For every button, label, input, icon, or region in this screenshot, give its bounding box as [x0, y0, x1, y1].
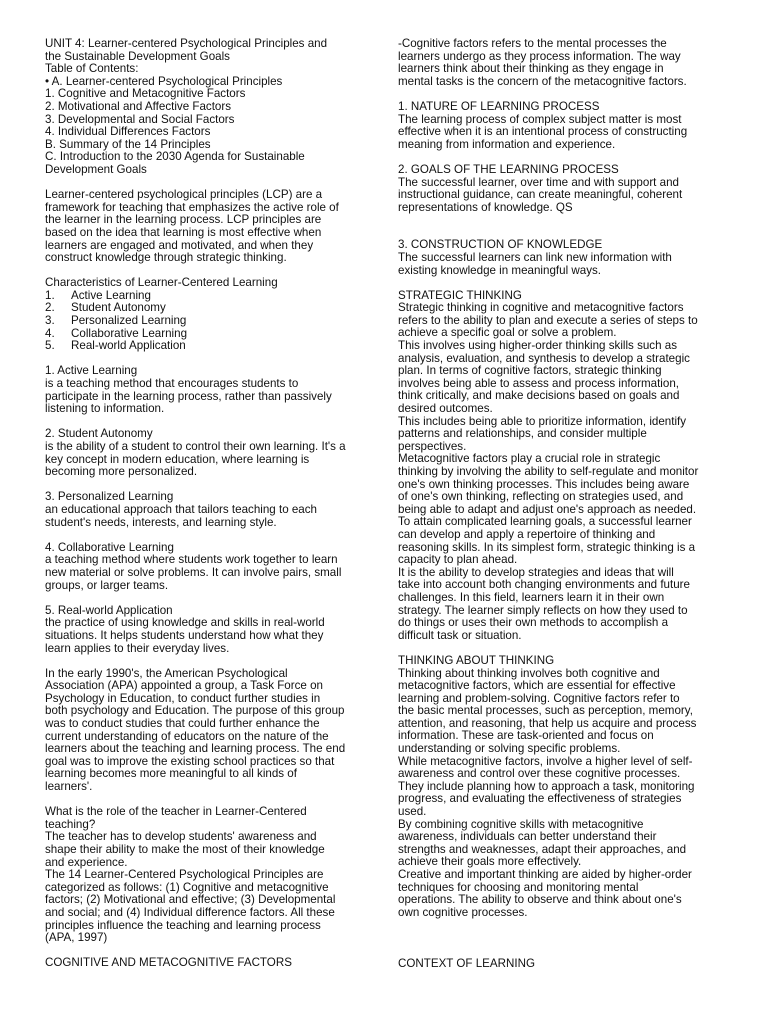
strategic-thinking-section — [398, 290, 724, 643]
unit-header — [45, 38, 373, 177]
text-line: principles influence the teaching and learning process — [45, 918, 321, 932]
real-world-application-section — [45, 605, 373, 655]
text-line: awareness and control over these cognitive processes. — [398, 767, 681, 781]
list-item — [45, 315, 373, 328]
text-line: goal was to improve the existing school practices so that — [45, 754, 335, 768]
text-line: being able to adapt and adjust one's approach as needed. — [398, 502, 697, 516]
text-line: own cognitive processes. — [398, 905, 528, 919]
text-line: teaching? — [45, 817, 96, 831]
text-line: the Sustainable Development Goals — [45, 49, 230, 63]
text-line: mental tasks is the concern of the metacognitive factors. — [398, 74, 687, 88]
text-line: What is the role of the teacher in Learner-Centered — [45, 805, 307, 819]
right-column — [398, 38, 724, 932]
text-line: -Cognitive factors refers to the mental processes the — [398, 37, 667, 50]
text-line: Learner-centered psychological principles (LCP) are a — [45, 188, 323, 202]
nature-of-learning-section — [398, 101, 724, 151]
text-line: • A. Learner-centered Psychological Principles — [45, 74, 283, 88]
text-line: is a teaching method that encourages students to — [45, 377, 299, 391]
text-line: C. Introduction to the 2030 Agenda for Sustainable — [45, 150, 305, 164]
text-line: reasoning skills. In its simplest form, strategic thinking is a — [398, 540, 696, 554]
text-line: used. — [398, 805, 427, 819]
text-line: becoming more personalized. — [45, 465, 198, 479]
text-line: categorized as follows: (1) Cognitive and metacognitive — [45, 880, 329, 894]
text-line: Strategic thinking in cognitive and metacognitive factors — [398, 301, 684, 315]
text-line: Psychology in Education, to conduct further studies in — [45, 691, 321, 705]
text-line: construct knowledge through strategic thinking. — [45, 251, 287, 265]
text-line: learners are engaged and motivated, and when they — [45, 238, 314, 252]
lcp-intro-paragraph — [45, 189, 373, 265]
text-line: effective when it is an intentional process of constructing — [398, 125, 688, 139]
text-line: key concept in modern education, where learning is — [45, 452, 310, 466]
list-item-text: Active Learning — [71, 288, 151, 302]
text-line: think critically, and make decisions based on goals and — [398, 389, 680, 403]
list-item-text: Real-world Application — [71, 339, 186, 353]
text-line: learners undergo as they process information. The way — [398, 49, 681, 63]
text-line: In the early 1990's, the American Psychological — [45, 666, 288, 680]
text-line: and experience. — [45, 855, 128, 869]
active-learning-section — [45, 365, 373, 415]
collaborative-learning-section — [45, 542, 373, 592]
text-line: situations. It helps students understand how what they — [45, 628, 324, 642]
personalized-learning-section — [45, 491, 373, 529]
text-line: desired outcomes. — [398, 402, 493, 416]
text-line: thinking by involving the ability to self-regulate and monitor — [398, 465, 699, 478]
text-line: THINKING ABOUT THINKING — [398, 653, 555, 667]
text-line: factors; (2) Motivational and effective; (3) Developmental — [45, 893, 336, 907]
text-line: plan. In terms of cognitive factors, strategic thinking — [398, 364, 662, 378]
text-line: the practice of using knowledge and skills in real-world — [45, 616, 325, 630]
text-line: Metacognitive factors play a crucial role in strategic — [398, 452, 661, 466]
text-line: 3. CONSTRUCTION OF KNOWLEDGE — [398, 238, 603, 252]
text-line: metacognitive factors, which are essential for effective — [398, 679, 676, 693]
text-line: challenges. In this field, learners learn it in their own — [398, 590, 665, 604]
thinking-about-thinking-section — [398, 655, 724, 919]
text-line: The successful learners can link new information with — [398, 250, 672, 264]
text-line: based on the idea that learning is most effective when — [45, 225, 322, 239]
text-line: learners'. — [45, 780, 93, 794]
text-line: learning and problem-solving. Cognitive factors refer to — [398, 691, 680, 705]
text-line: 3. Developmental and Social Factors — [45, 112, 235, 126]
text-line: techniques for choosing and monitoring mental — [398, 880, 639, 894]
text-line: one's own thinking processes. This includes being aware — [398, 477, 690, 491]
text-line: perspectives. — [398, 439, 467, 453]
text-line: Thinking about thinking involves both cognitive and — [398, 666, 660, 680]
text-line: of one's own thinking, reflecting on strategies used, and — [398, 490, 684, 504]
text-line: existing knowledge in meaningful ways. — [398, 263, 602, 277]
list-item-number: 5. — [45, 339, 55, 353]
text-line: patterns and relationships, and consider multiple — [398, 427, 647, 441]
text-line: framework for teaching that emphasizes the active role of — [45, 200, 339, 214]
text-line: learners about the teaching and learning process. The end — [45, 742, 346, 756]
text-line: an educational approach that tailors teaching to each — [45, 502, 318, 516]
text-line: 2. Motivational and Affective Factors — [45, 99, 232, 113]
text-line: They include planning how to approach a task, monitoring — [398, 779, 695, 793]
text-line: awareness, individuals can better understand their — [398, 830, 657, 844]
text-line: While metacognitive factors, involve a higher level of self- — [398, 754, 693, 768]
list-item-number: 4. — [45, 326, 55, 340]
left-column — [45, 38, 373, 957]
list-item-number: 1. — [45, 288, 55, 302]
context-of-learning-heading: CONTEXT OF LEARNING — [398, 957, 535, 970]
text-line: 1. Active Learning — [45, 364, 138, 378]
text-line: 1. NATURE OF LEARNING PROCESS — [398, 99, 600, 113]
text-line: information. These are task-oriented and focus on — [398, 729, 654, 743]
text-line: strengths and weaknesses, adapt their approaches, and — [398, 842, 687, 856]
text-line: Development Goals — [45, 162, 147, 176]
text-line: operations. The ability to observe and think about one's — [398, 893, 682, 907]
text-line: and social; and (4) Individual difference factors. All these — [45, 905, 335, 919]
text-line: The 14 Learner-Centered Psychological Principles are — [45, 868, 324, 882]
text-line: By combining cognitive skills with metacognitive — [398, 817, 644, 831]
list-item-text: Personalized Learning — [71, 314, 187, 328]
text-line: Creative and important thinking are aided by higher-order — [398, 868, 692, 881]
list-item-number: 3. — [45, 314, 55, 328]
text-line: achieve a specific goal or solve a problem. — [398, 326, 617, 340]
text-line: STRATEGIC THINKING — [398, 288, 522, 302]
text-line: 2. GOALS OF THE LEARNING PROCESS — [398, 162, 619, 176]
cognitive-metacognitive-heading: COGNITIVE AND METACOGNITIVE FACTORS — [45, 956, 292, 969]
text-line: To attain complicated learning goals, a successful learner — [398, 515, 692, 529]
text-line: can develop and apply a repertoire of thinking and — [398, 527, 656, 541]
cognitive-factors-intro — [398, 38, 724, 88]
text-line: strategy. The learner simply reflects on how they used to — [398, 603, 688, 617]
text-line: attention, and reasoning, that help us acquire and process — [398, 716, 697, 730]
text-line: was to conduct studies that could further enhance the — [45, 717, 320, 731]
characteristics-section — [45, 277, 373, 353]
text-line: 2. Student Autonomy — [45, 427, 153, 441]
text-line: instructional guidance, can create meaningful, coherent — [398, 188, 683, 202]
text-line: This involves using higher-order thinking skills such as — [398, 339, 678, 353]
student-autonomy-section — [45, 428, 373, 478]
text-line: learn applies to their everyday lives. — [45, 641, 230, 655]
text-line: a teaching method where students work together to learn — [45, 553, 338, 567]
text-line: understanding or solving specific problems. — [398, 742, 621, 756]
text-line: 1. Cognitive and Metacognitive Factors — [45, 87, 246, 101]
characteristics-list — [45, 290, 373, 353]
text-line: is the ability of a student to control their own learning. It's a — [45, 440, 346, 453]
text-line: current understanding of educators on the nature of the — [45, 729, 329, 743]
text-line: involves being able to assess and process information, — [398, 376, 679, 390]
list-item — [45, 340, 373, 353]
text-line: The successful learner, over time and with support and — [398, 175, 679, 189]
text-line: the learner in the learning process. LCP principles are — [45, 213, 322, 227]
list-item-number: 2. — [45, 301, 55, 315]
characteristics-title: Characteristics of Learner-Centered Learning — [45, 276, 278, 290]
text-line: representations of knowledge. QS — [398, 200, 573, 214]
text-line: The learning process of complex subject matter is most — [398, 112, 682, 126]
text-line: Table of Contents: — [45, 62, 139, 76]
list-item-text: Collaborative Learning — [71, 326, 188, 340]
teacher-role-section — [45, 806, 373, 945]
text-line: 5. Real-world Application — [45, 603, 173, 617]
text-line: learners think about their thinking as they engage in — [398, 62, 664, 76]
text-line: UNIT 4: Learner-centered Psychological Principles and — [45, 37, 328, 50]
text-line: Association (APA) appointed a group, a Task Force on — [45, 679, 323, 693]
text-line: difficult task or situation. — [398, 628, 522, 642]
text-line: capacity to plan ahead. — [398, 553, 518, 567]
apa-history-paragraph — [45, 668, 373, 794]
text-line: 4. Collaborative Learning — [45, 540, 174, 554]
construction-of-knowledge-section — [398, 239, 724, 277]
text-line: shape their ability to make the most of their knowledge — [45, 843, 325, 856]
text-line: analysis, evaluation, and synthesis to develop a strategic — [398, 351, 690, 365]
text-line: B. Summary of the 14 Principles — [45, 137, 211, 151]
goals-of-learning-section — [398, 164, 724, 214]
text-line: learning becomes more meaningful to all kinds of — [45, 767, 297, 781]
text-line: This includes being able to prioritize information, identify — [398, 414, 687, 428]
text-line: refers to the ability to plan and execute a series of steps to — [398, 313, 698, 327]
text-line: achieve their goals more effectively. — [398, 855, 582, 869]
text-line: The teacher has to develop students' awareness and — [45, 830, 317, 844]
text-line: listening to information. — [45, 402, 165, 416]
text-line: progress, and evaluating the effectiveness of strategies — [398, 792, 682, 806]
text-line: participate in the learning process, rather than passively — [45, 389, 332, 403]
text-line: student's needs, interests, and learning style. — [45, 515, 277, 529]
text-line: (APA, 1997) — [45, 931, 108, 945]
list-item-text: Student Autonomy — [71, 301, 166, 315]
text-line: the basic mental processes, such as perception, memory, — [398, 704, 693, 718]
text-line: take into account both changing environments and future — [398, 578, 690, 592]
text-line: 3. Personalized Learning — [45, 490, 174, 504]
text-line: It is the ability to develop strategies and ideas that will — [398, 565, 674, 579]
text-line: both psychology and Education. The purpose of this group — [45, 704, 345, 718]
text-line: 4. Individual Differences Factors — [45, 125, 211, 139]
text-line: groups, or larger teams. — [45, 578, 169, 592]
text-line: new material or solve problems. It can involve pairs, small — [45, 565, 342, 579]
text-line: meaning from information and experience. — [398, 137, 616, 151]
text-line: do things or uses their own methods to accomplish a — [398, 616, 669, 630]
